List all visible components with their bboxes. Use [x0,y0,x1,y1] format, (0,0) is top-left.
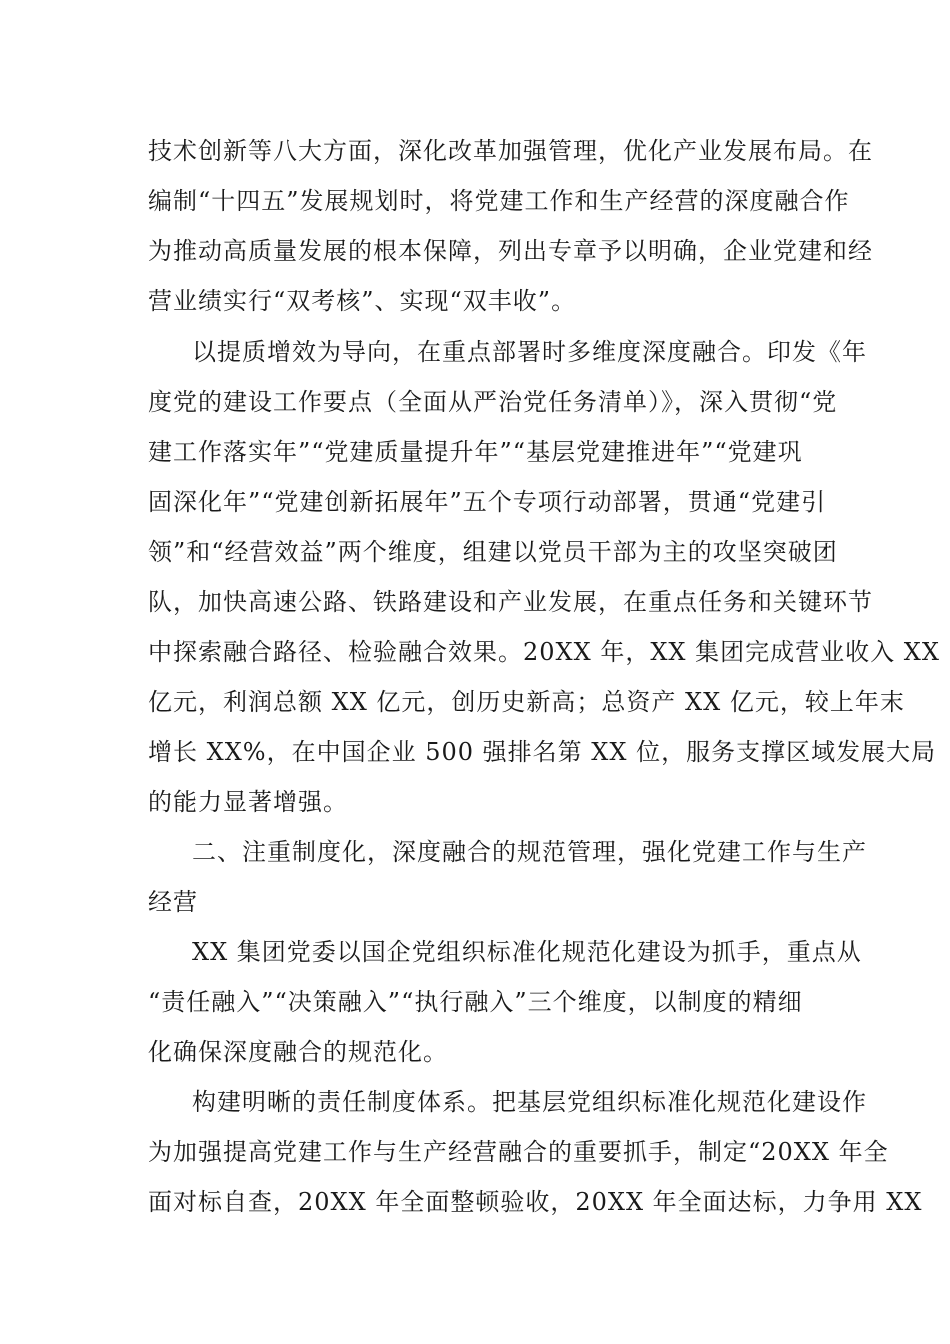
text-line: 技术创新等八大方面，深化改革加强管理，优化产业发展布局。在 [148,137,873,165]
text-line: 为推动高质量发展的根本保障，列出专章予以明确，企业党建和经 [148,237,873,265]
text-line: 营业绩实行“双考核”、实现“双丰收”。 [148,287,577,315]
text-line: 中探索融合路径、检验融合效果。20XX 年，XX 集团完成营业收入 XX [148,638,940,666]
paragraph-first-line: 构建明晰的责任制度体系。把基层党组织标准化规范化建设作 [192,1088,867,1116]
text-line: 固深化年”“党建创新拓展年”五个专项行动部署，贯通“党建引 [148,488,827,516]
text-line: 为加强提高党建工作与生产经营融合的重要抓手，制定“20XX 年全 [148,1138,889,1166]
text-line: 面对标自查，20XX 年全面整顿验收，20XX 年全面达标，力争用 XX [148,1188,923,1216]
paragraph-first-line: 以提质增效为导向，在重点部署时多维度深度融合。印发《年 [192,338,867,366]
paragraph-first-line: XX 集团党委以国企党组织标准化规范化建设为抓手，重点从 [192,938,862,966]
text-line: 编制“十四五”发展规划时，将党建工作和生产经营的深度融合作 [148,187,850,215]
section-heading: 二、注重制度化，深度融合的规范管理，强化党建工作与生产 [192,838,867,866]
text-line: 增长 XX%，在中国企业 500 强排名第 XX 位，服务支撑区域发展大局 [148,738,937,766]
text-line: 建工作落实年”“党建质量提升年”“基层党建推进年”“党建巩 [148,438,803,466]
text-line: 亿元，利润总额 XX 亿元，创历史新高；总资产 XX 亿元，较上年末 [148,688,905,716]
text-line: 队，加快高速公路、铁路建设和产业发展，在重点任务和关键环节 [148,588,873,616]
text-line: 度党的建设工作要点（全面从严治党任务清单）》，深入贯彻“党 [148,388,838,416]
text-line: “责任融入”“决策融入”“执行融入”三个维度，以制度的精细 [148,988,803,1016]
text-line: 化确保深度融合的规范化。 [148,1038,448,1066]
section-heading-continuation: 经营 [148,888,198,916]
text-line: 的能力显著增强。 [148,788,348,816]
text-line: 领”和“经营效益”两个维度，组建以党员干部为主的攻坚突破团 [148,538,838,566]
